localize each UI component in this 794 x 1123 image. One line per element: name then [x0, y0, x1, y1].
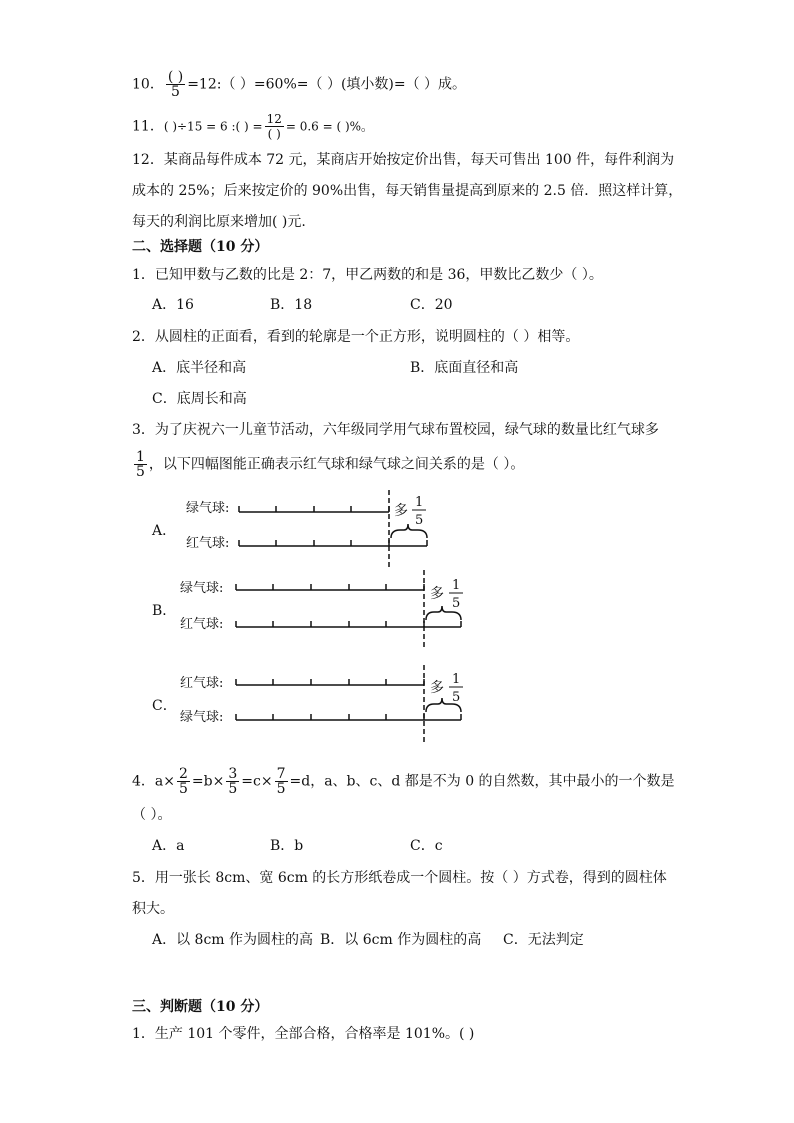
question-text: = 0.6 = ( )%。: [285, 119, 374, 134]
question-text: ( )÷15 = 6 :( ) =: [163, 119, 263, 134]
fraction-numerator: 1: [136, 449, 145, 465]
question-text: =c×: [241, 773, 273, 790]
green-balloon-label: 绿气球:: [180, 581, 224, 596]
fraction-numerator: 2: [178, 766, 188, 782]
question-12-line3: 每天的利润比原来增加( )元.: [132, 214, 306, 230]
option-c: C．c: [410, 838, 443, 854]
fraction-denominator: 5: [452, 690, 461, 705]
red-balloon-label: 红气球:: [180, 676, 224, 691]
option-b: B．以 6cm 作为圆柱的高: [320, 932, 482, 948]
option-b: B．18: [270, 297, 313, 313]
option-a: A．底半径和高: [152, 360, 247, 376]
choice-question-4-line1: [132, 767, 675, 796]
choice-question-4-line2: （ ）。: [132, 807, 172, 823]
fraction-denominator: ( ): [267, 127, 281, 141]
section-title: 二、选择题（10 分）: [132, 239, 269, 255]
fraction-denominator: 5: [276, 781, 286, 797]
option-b: B．b: [270, 838, 304, 854]
diagram-option-a: A．: [152, 523, 177, 539]
choice-question-5-line1: 5．用一张长 8cm、宽 6cm 的长方形纸卷成一个圆柱。按（ ）方式卷，得到的圆柱体: [132, 870, 667, 886]
judge-question-1: 1．生产 101 个零件，全部合格，合格率是 101%。( ): [132, 1026, 475, 1042]
fraction: [275, 767, 288, 796]
green-balloon-label: 绿气球:: [186, 501, 230, 516]
option-c: C．无法判定: [503, 932, 584, 948]
more-label: 多: [394, 503, 408, 519]
fraction-denominator: 5: [136, 464, 145, 480]
question-text: =d，a、b、c、d 都是不为 0 的自然数，其中最小的一个数是: [289, 773, 675, 790]
fraction: [177, 767, 190, 796]
fraction-denominator: 5: [171, 84, 180, 100]
question-12-line2: 成本的 25%；后来按定价的 90%出售，每天销售量提高到原来的 2.5 倍．照这样计算，: [132, 183, 683, 199]
question-12-line1: 12．某商品每件成本 72 元，某商店开始按定价出售，每天可售出 100 件，每件利润为: [132, 152, 675, 168]
more-label: 多: [430, 680, 444, 696]
fraction-numerator: ( ): [167, 69, 184, 85]
option-a: A．16: [152, 297, 194, 313]
fraction-numerator: 1: [452, 672, 461, 687]
question-number: 10．: [132, 76, 164, 93]
more-label: 多: [430, 586, 444, 602]
option-c: C．底周长和高: [152, 391, 247, 407]
choice-question-3-line1: 3．为了庆祝六一儿童节活动，六年级同学用气球布置校园，绿气球的数量比红气球多: [132, 422, 659, 438]
fraction-denominator: 5: [228, 781, 238, 797]
fraction-denominator: 5: [415, 513, 424, 528]
red-balloon-label: 红气球:: [180, 617, 224, 632]
fraction: [226, 767, 239, 796]
question-text: =b×: [191, 773, 225, 790]
choice-question-5-line2: 积大。: [132, 901, 174, 917]
option-c: C．20: [410, 297, 453, 313]
fraction-numerator: 12: [266, 112, 282, 126]
question-number: 11．: [132, 118, 164, 135]
red-balloon-label: 红气球:: [186, 536, 230, 551]
question-text: =12:（ ）=60%=（ ）(填小数)=（ ）成。: [187, 76, 467, 93]
green-balloon-label: 绿气球:: [180, 710, 224, 725]
question-text: 4．a×: [132, 773, 175, 790]
fraction-denominator: 5: [178, 781, 188, 797]
section-title: 三、判断题（10 分）: [132, 999, 269, 1015]
option-a: A．以 8cm 作为圆柱的高: [152, 932, 314, 948]
diagram-option-c: C．: [152, 698, 177, 714]
fraction-numerator: 3: [228, 766, 238, 782]
fraction-numerator: 1: [452, 578, 461, 593]
fraction-numerator: 7: [276, 766, 286, 782]
fraction-denominator: 5: [452, 596, 461, 611]
choice-question-2: 2．从圆柱的正面看，看到的轮廓是一个正方形，说明圆柱的（ ）相等。: [132, 329, 580, 345]
option-a: A．a: [152, 838, 185, 854]
choice-question-1: 1．已知甲数与乙数的比是 2：7，甲乙两数的和是 36，甲数比乙数少（ ）。: [132, 267, 603, 283]
option-b: B．底面直径和高: [410, 360, 519, 376]
fraction-numerator: 1: [415, 495, 424, 510]
question-text: ，以下四幅图能正确表示红气球和绿气球之间关系的是（ ）。: [148, 456, 525, 473]
diagram-option-b: B．: [152, 603, 177, 619]
